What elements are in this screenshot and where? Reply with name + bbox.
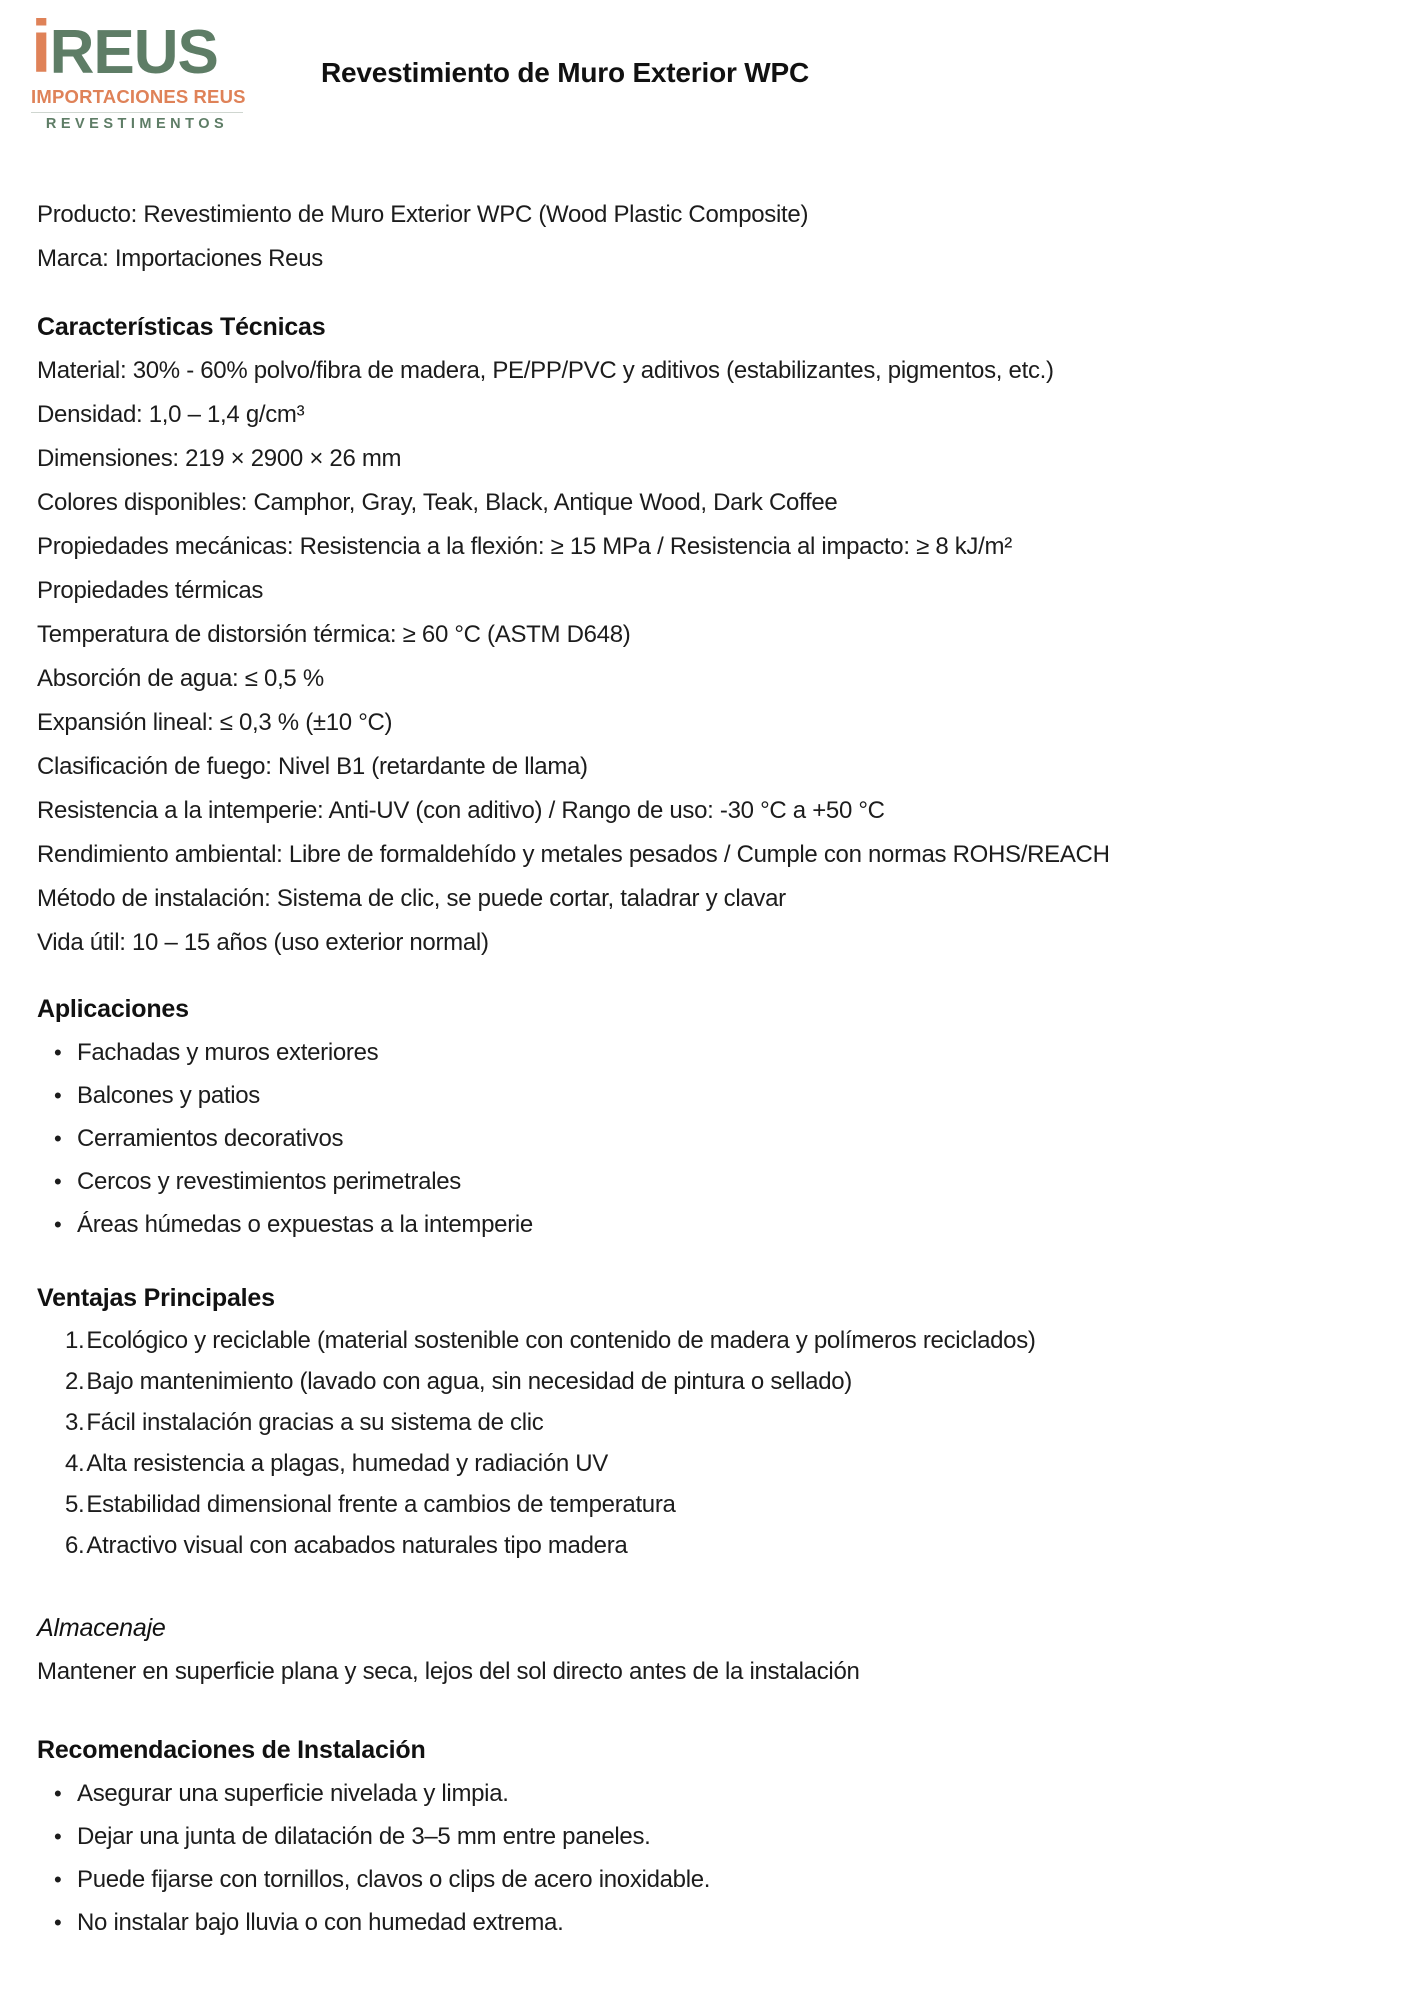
list-item xyxy=(37,1203,1374,1246)
logo-divider xyxy=(31,112,243,113)
numbered-item-text: Fácil instalación gracias a su sistema de clic xyxy=(86,1409,544,1436)
list-item-text: Cerramientos decorativos xyxy=(77,1125,344,1152)
numbered-item xyxy=(37,1402,1374,1443)
spec-line: Propiedades mecánicas: Resistencia a la flexión: ≥ 15 MPa / Resistencia al impacto: ≥ 8 kJ/m² xyxy=(37,533,1012,560)
numbered-item-text: Ecológico y reciclable (material sostenible con contenido de madera y polímeros reciclados) xyxy=(86,1327,1036,1354)
section-heading-aplicaciones: Aplicaciones xyxy=(37,995,189,1023)
item-number: 3. xyxy=(65,1409,85,1436)
bullet-icon: • xyxy=(54,1169,62,1194)
brand-line: Marca: Importaciones Reus xyxy=(37,245,323,272)
bullet-icon: • xyxy=(54,1126,62,1151)
bullet-icon: • xyxy=(54,1781,62,1806)
section-heading-ventajas: Ventajas Principales xyxy=(37,1284,275,1312)
numbered-item xyxy=(37,1320,1374,1361)
numbered-item xyxy=(37,1361,1374,1402)
numbered-item-text: Bajo mantenimiento (lavado con agua, sin necesidad de pintura o sellado) xyxy=(86,1368,852,1395)
aplicaciones-list xyxy=(37,1031,1374,1246)
document-content xyxy=(37,193,1374,1944)
list-item xyxy=(37,1074,1374,1117)
list-item xyxy=(37,1901,1374,1944)
list-item xyxy=(37,1117,1374,1160)
numbered-item-text: Alta resistencia a plagas, humedad y radiación UV xyxy=(86,1450,609,1477)
section-heading-recomendaciones: Recomendaciones de Instalación xyxy=(37,1736,426,1764)
bullet-icon: • xyxy=(54,1824,62,1849)
logo-subtitle xyxy=(31,86,246,108)
logo-i-mark: i xyxy=(31,5,50,88)
ventajas-list xyxy=(37,1320,1374,1566)
caracteristicas-lines xyxy=(37,349,1374,965)
numbered-item xyxy=(37,1443,1374,1484)
list-item-text: Dejar una junta de dilatación de 3–5 mm entre paneles. xyxy=(77,1823,651,1850)
list-item-text: Balcones y patios xyxy=(77,1082,261,1109)
section-heading-caracteristicas: Características Técnicas xyxy=(37,313,326,341)
list-item-text: Cercos y revestimientos perimetrales xyxy=(77,1168,461,1195)
spec-line: Colores disponibles: Camphor, Gray, Teak, Black, Antique Wood, Dark Coffee xyxy=(37,489,838,516)
numbered-item-text: Estabilidad dimensional frente a cambios de temperatura xyxy=(86,1491,676,1518)
spec-line: Material: 30% - 60% polvo/fibra de madera, PE/PP/PVC y aditivos (estabilizantes, pigmentos, etc.) xyxy=(37,357,1054,384)
section-heading-almacenaje: Almacenaje xyxy=(37,1614,166,1642)
list-item xyxy=(37,1160,1374,1203)
spec-line: Absorción de agua: ≤ 0,5 % xyxy=(37,665,324,692)
logo-subtitle-reus: REUS xyxy=(193,86,246,107)
list-item-text: No instalar bajo lluvia o con humedad extrema. xyxy=(77,1909,564,1936)
bullet-icon: • xyxy=(54,1083,62,1108)
item-number: 4. xyxy=(65,1450,85,1477)
page-title: Revestimiento de Muro Exterior WPC xyxy=(321,57,809,88)
spec-line: Dimensiones: 219 × 2900 × 26 mm xyxy=(37,445,402,472)
list-item xyxy=(37,1858,1374,1901)
logo-subtitle-importaciones: IMPORTACIONES xyxy=(31,86,189,107)
numbered-item-text: Atractivo visual con acabados naturales tipo madera xyxy=(86,1532,628,1559)
numbered-item xyxy=(37,1484,1374,1525)
bullet-icon: • xyxy=(54,1040,62,1065)
product-line: Producto: Revestimiento de Muro Exterior WPC (Wood Plastic Composite) xyxy=(37,201,809,228)
item-number: 6. xyxy=(65,1532,85,1559)
spec-line: Método de instalación: Sistema de clic, se puede cortar, taladrar y clavar xyxy=(37,885,786,912)
spec-line: Temperatura de distorsión térmica: ≥ 60 °C (ASTM D648) xyxy=(37,621,631,648)
spec-line: Vida útil: 10 – 15 años (uso exterior normal) xyxy=(37,929,489,956)
list-item-text: Áreas húmedas o expuestas a la intemperie xyxy=(77,1211,533,1238)
almacenaje-line: Mantener en superficie plana y seca, lejos del sol directo antes de la instalación xyxy=(37,1658,860,1685)
bullet-icon: • xyxy=(54,1910,62,1935)
list-item xyxy=(37,1772,1374,1815)
bullet-icon: • xyxy=(54,1212,62,1237)
list-item xyxy=(37,1815,1374,1858)
header xyxy=(0,0,1414,150)
spec-line: Resistencia a la intemperie: Anti-UV (con aditivo) / Rango de uso: -30 °C a +50 °C xyxy=(37,797,885,824)
logo-tagline: REVESTIMENTOS xyxy=(45,116,229,132)
item-number: 2. xyxy=(65,1368,85,1395)
bullet-icon: • xyxy=(54,1867,62,1892)
list-item xyxy=(37,1031,1374,1074)
logo-reus-text: REUS xyxy=(49,18,218,87)
spec-line: Expansión lineal: ≤ 0,3 % (±10 °C) xyxy=(37,709,393,736)
item-number: 5. xyxy=(65,1491,85,1518)
recomendaciones-list xyxy=(37,1772,1374,1944)
spec-line: Propiedades térmicas xyxy=(37,577,264,604)
list-item-text: Asegurar una superficie nivelada y limpia. xyxy=(77,1780,509,1807)
intro-block xyxy=(37,193,1374,281)
list-item-text: Puede fijarse con tornillos, clavos o clips de acero inoxidable. xyxy=(77,1866,711,1893)
list-item-text: Fachadas y muros exteriores xyxy=(77,1039,379,1066)
spec-line: Densidad: 1,0 – 1,4 g/cm³ xyxy=(37,401,305,428)
spec-line: Rendimiento ambiental: Libre de formaldehído y metales pesados / Cumple con normas ROHS/REACH xyxy=(37,841,1110,868)
spec-line: Clasificación de fuego: Nivel B1 (retardante de llama) xyxy=(37,753,588,780)
numbered-item xyxy=(37,1525,1374,1566)
item-number: 1. xyxy=(65,1327,85,1354)
